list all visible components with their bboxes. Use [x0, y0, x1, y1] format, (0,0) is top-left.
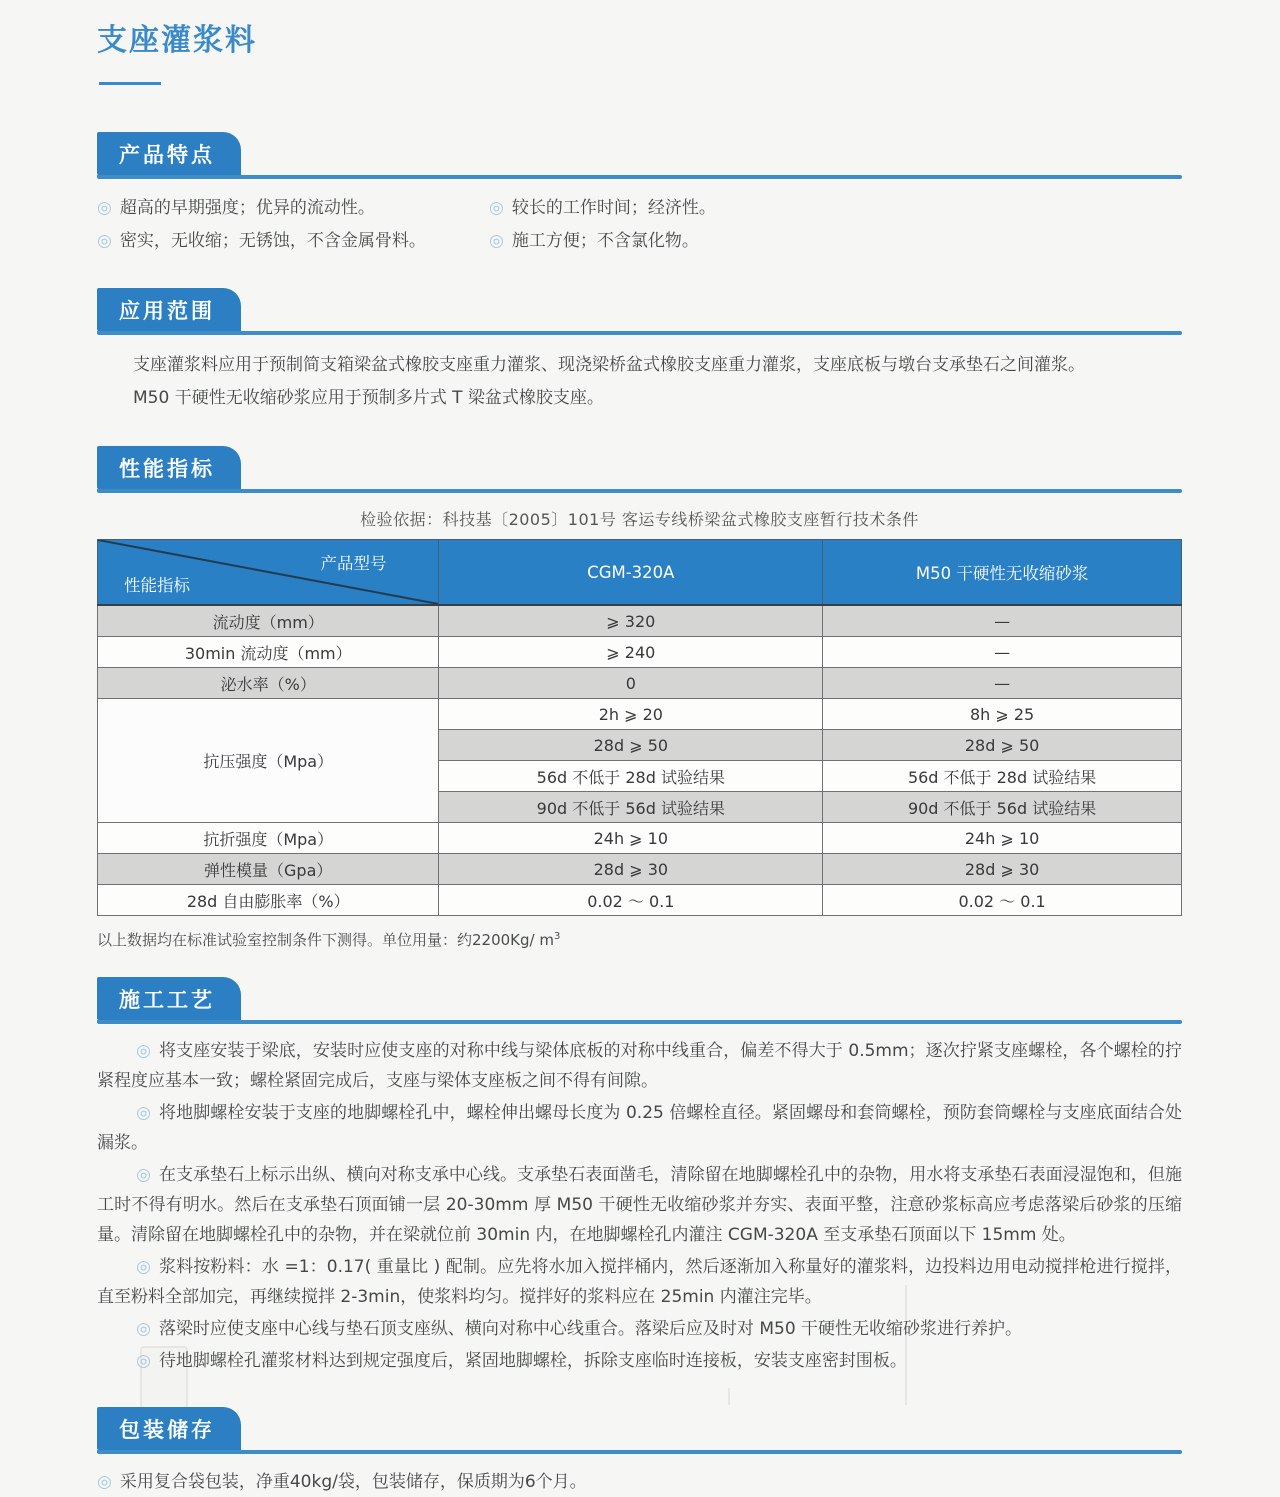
bullseye-bullet-icon: ◎: [136, 1319, 151, 1339]
application-line: M50 干硬性无收缩砂浆应用于预制多片式 T 梁盆式橡胶支座。: [133, 388, 604, 408]
section-header-features: 产品特点: [97, 132, 241, 175]
row-label-compressive-strength: 抗压强度（Mpa）: [98, 699, 439, 823]
section-rule: [97, 489, 1182, 493]
corner-label-performance-index: 性能指标: [124, 576, 190, 595]
table-row: [98, 699, 1182, 730]
step-text: 待地脚螺栓孔灌浆材料达到规定强度后，紧固地脚螺栓，拆除支座临时连接板，安装支座密封围板。: [158, 1351, 907, 1371]
feature-item: [97, 192, 489, 225]
section-rule: [97, 175, 1182, 179]
cgm-value: 90d 不低于 56d 试验结果: [439, 792, 823, 823]
column-header-cgm320a: CGM-320A: [439, 540, 823, 606]
m50-value: 28d ⩾ 50: [823, 730, 1182, 761]
test-basis-text: 检验依据：科技基〔2005〕101号 客运专线桥梁盆式橡胶支座暂行技术条件: [360, 510, 919, 529]
table-footnote: [97, 929, 1182, 950]
row-label: 流动度（mm）: [98, 605, 439, 637]
section-rule: [97, 331, 1182, 335]
row-label: 抗折强度（Mpa）: [98, 823, 439, 854]
feature-item: [97, 225, 489, 258]
section-application: [97, 288, 1182, 335]
m50-value: 28d ⩾ 30: [823, 854, 1182, 885]
section-packaging: [97, 1407, 1182, 1454]
title-underline: [99, 82, 161, 85]
feature-text: 较长的工作时间；经济性。: [511, 198, 716, 218]
construction-step: [97, 1036, 1182, 1096]
feature-text: 超高的早期强度；优异的流动性。: [119, 198, 375, 218]
packaging-line: 采用复合袋包装，净重40kg/袋，包装储存，保质期为6个月。: [119, 1472, 587, 1492]
step-text: 将地脚螺栓安装于支座的地脚螺栓孔中，螺栓伸出螺母长度为 0.25 倍螺栓直径。紧固螺母和套筒螺栓，预防套筒螺栓与支座底面结合处漏浆。: [97, 1103, 1182, 1153]
feature-item: [489, 225, 1182, 258]
row-label: 28d 自由膨胀率（%）: [98, 885, 439, 916]
m50-value: —: [823, 668, 1182, 699]
step-text: 将支座安装于梁底，安装时应使支座的对称中线与梁体底板的对称中线重合，偏差不得大于 0.5mm；逐次拧紧支座螺栓，各个螺栓的拧紧程度应基本一致；螺栓紧固完成后，支座与梁体支座板之间不得有间隙。: [97, 1041, 1182, 1091]
table-row: [98, 854, 1182, 885]
feature-text: 密实，无收缩；无锈蚀，不含金属骨料。: [119, 231, 426, 251]
performance-table: [97, 539, 1182, 916]
construction-step: [97, 1346, 1182, 1376]
cgm-value: 0.02 ～ 0.1: [439, 885, 823, 916]
table-corner-cell: [98, 540, 439, 606]
m50-value: 56d 不低于 28d 试验结果: [823, 761, 1182, 792]
row-label: 弹性模量（Gpa）: [98, 854, 439, 885]
section-header-packaging: 包装储存: [97, 1407, 241, 1450]
step-text: 浆料按粉料：水 =1：0.17( 重量比 ) 配制。应先将水加入搅拌桶内，然后逐渐加入称量好的灌浆料，边投料边用电动搅拌枪进行搅拌，直至粉料全部加完，再继续搅拌 2-3min，使浆料均匀。搅拌好的浆料应在 25min 内灌注完毕。: [97, 1257, 1182, 1307]
section-construction: [97, 977, 1182, 1024]
construction-step: [97, 1098, 1182, 1158]
m50-value: —: [823, 605, 1182, 637]
cgm-value: 28d ⩾ 50: [439, 730, 823, 761]
table-row: [98, 605, 1182, 637]
bullseye-bullet-icon: ◎: [136, 1103, 152, 1123]
cgm-value: 56d 不低于 28d 试验结果: [439, 761, 823, 792]
cgm-value: 28d ⩾ 30: [439, 854, 823, 885]
row-label: 泌水率（%）: [98, 668, 439, 699]
cgm-value: ⩾ 320: [439, 605, 823, 637]
cgm-value: ⩾ 240: [439, 637, 823, 668]
footnote-text: 以上数据均在标准试验室控制条件下测得。单位用量：约2200Kg/ m: [97, 931, 554, 949]
cgm-value: 24h ⩾ 10: [439, 823, 823, 854]
section-header-construction: 施工工艺: [97, 977, 241, 1020]
table-row: [98, 885, 1182, 916]
application-text: [97, 349, 1182, 415]
step-text: 落梁时应使支座中心线与垫石顶支座纵、横向对称中心线重合。落梁后应及时对 M50 干硬性无收缩砂浆进行养护。: [158, 1319, 1023, 1339]
column-header-m50: M50 干硬性无收缩砂浆: [823, 540, 1182, 606]
table-row: [98, 823, 1182, 854]
m50-value: —: [823, 637, 1182, 668]
application-line: 支座灌浆料应用于预制简支箱梁盆式橡胶支座重力灌浆、现浇梁桥盆式橡胶支座重力灌浆，支座底板与墩台支承垫石之间灌浆。: [133, 355, 1085, 375]
corner-label-product-model: 产品型号: [320, 554, 387, 573]
section-features: [97, 132, 1182, 179]
page-title: 支座灌浆料: [97, 23, 257, 58]
footnote-superscript: 3: [553, 931, 561, 942]
bullseye-bullet-icon: ◎: [489, 231, 504, 251]
section-rule: [97, 1020, 1182, 1024]
table-row: [98, 668, 1182, 699]
bullseye-bullet-icon: ◎: [136, 1165, 151, 1185]
bullseye-bullet-icon: ◎: [97, 198, 112, 218]
m50-value: 90d 不低于 56d 试验结果: [823, 792, 1182, 823]
bullseye-bullet-icon: ◎: [136, 1257, 152, 1277]
construction-step: [97, 1314, 1182, 1344]
packaging-text: [97, 1467, 1182, 1497]
section-header-performance: 性能指标: [97, 446, 241, 489]
construction-step: [97, 1252, 1182, 1312]
bullseye-bullet-icon: ◎: [136, 1351, 151, 1371]
step-text: 在支承垫石上标示出纵、横向对称支承中心线。支承垫石表面凿毛，清除留在地脚螺栓孔中的杂物，用水将支承垫石表面浸湿饱和，但施工时不得有明水。然后在支承垫石顶面铺一层 20-30mm 厚 M50 干硬性无收缩砂浆并夯实、表面平整，注意砂浆标高应考虑落梁后砂浆的压缩量。清除留在地脚螺栓孔中的杂物，并在梁就位前 30min 内，在地脚螺栓孔内灌注 CGM-320A 至支承垫石顶面以下 15mm 处。: [97, 1165, 1182, 1245]
bullseye-bullet-icon: ◎: [97, 1472, 112, 1492]
table-row: [98, 637, 1182, 668]
bullseye-bullet-icon: ◎: [136, 1041, 152, 1061]
table-header-row: [98, 540, 1182, 606]
feature-list: [97, 192, 1182, 258]
section-performance: [97, 446, 1182, 493]
m50-value: 0.02 ～ 0.1: [823, 885, 1182, 916]
m50-value: 24h ⩾ 10: [823, 823, 1182, 854]
construction-steps: [97, 1036, 1182, 1376]
cgm-value: 0: [439, 668, 823, 699]
cgm-value: 2h ⩾ 20: [439, 699, 823, 730]
bullseye-bullet-icon: ◎: [97, 231, 112, 251]
m50-value: 8h ⩾ 25: [823, 699, 1182, 730]
bullseye-bullet-icon: ◎: [489, 198, 504, 218]
feature-item: [489, 192, 1182, 225]
row-label: 30min 流动度（mm）: [98, 637, 439, 668]
construction-step: [97, 1160, 1182, 1250]
section-header-application: 应用范围: [97, 288, 241, 331]
feature-text: 施工方便；不含氯化物。: [511, 231, 699, 251]
section-rule: [97, 1450, 1182, 1454]
